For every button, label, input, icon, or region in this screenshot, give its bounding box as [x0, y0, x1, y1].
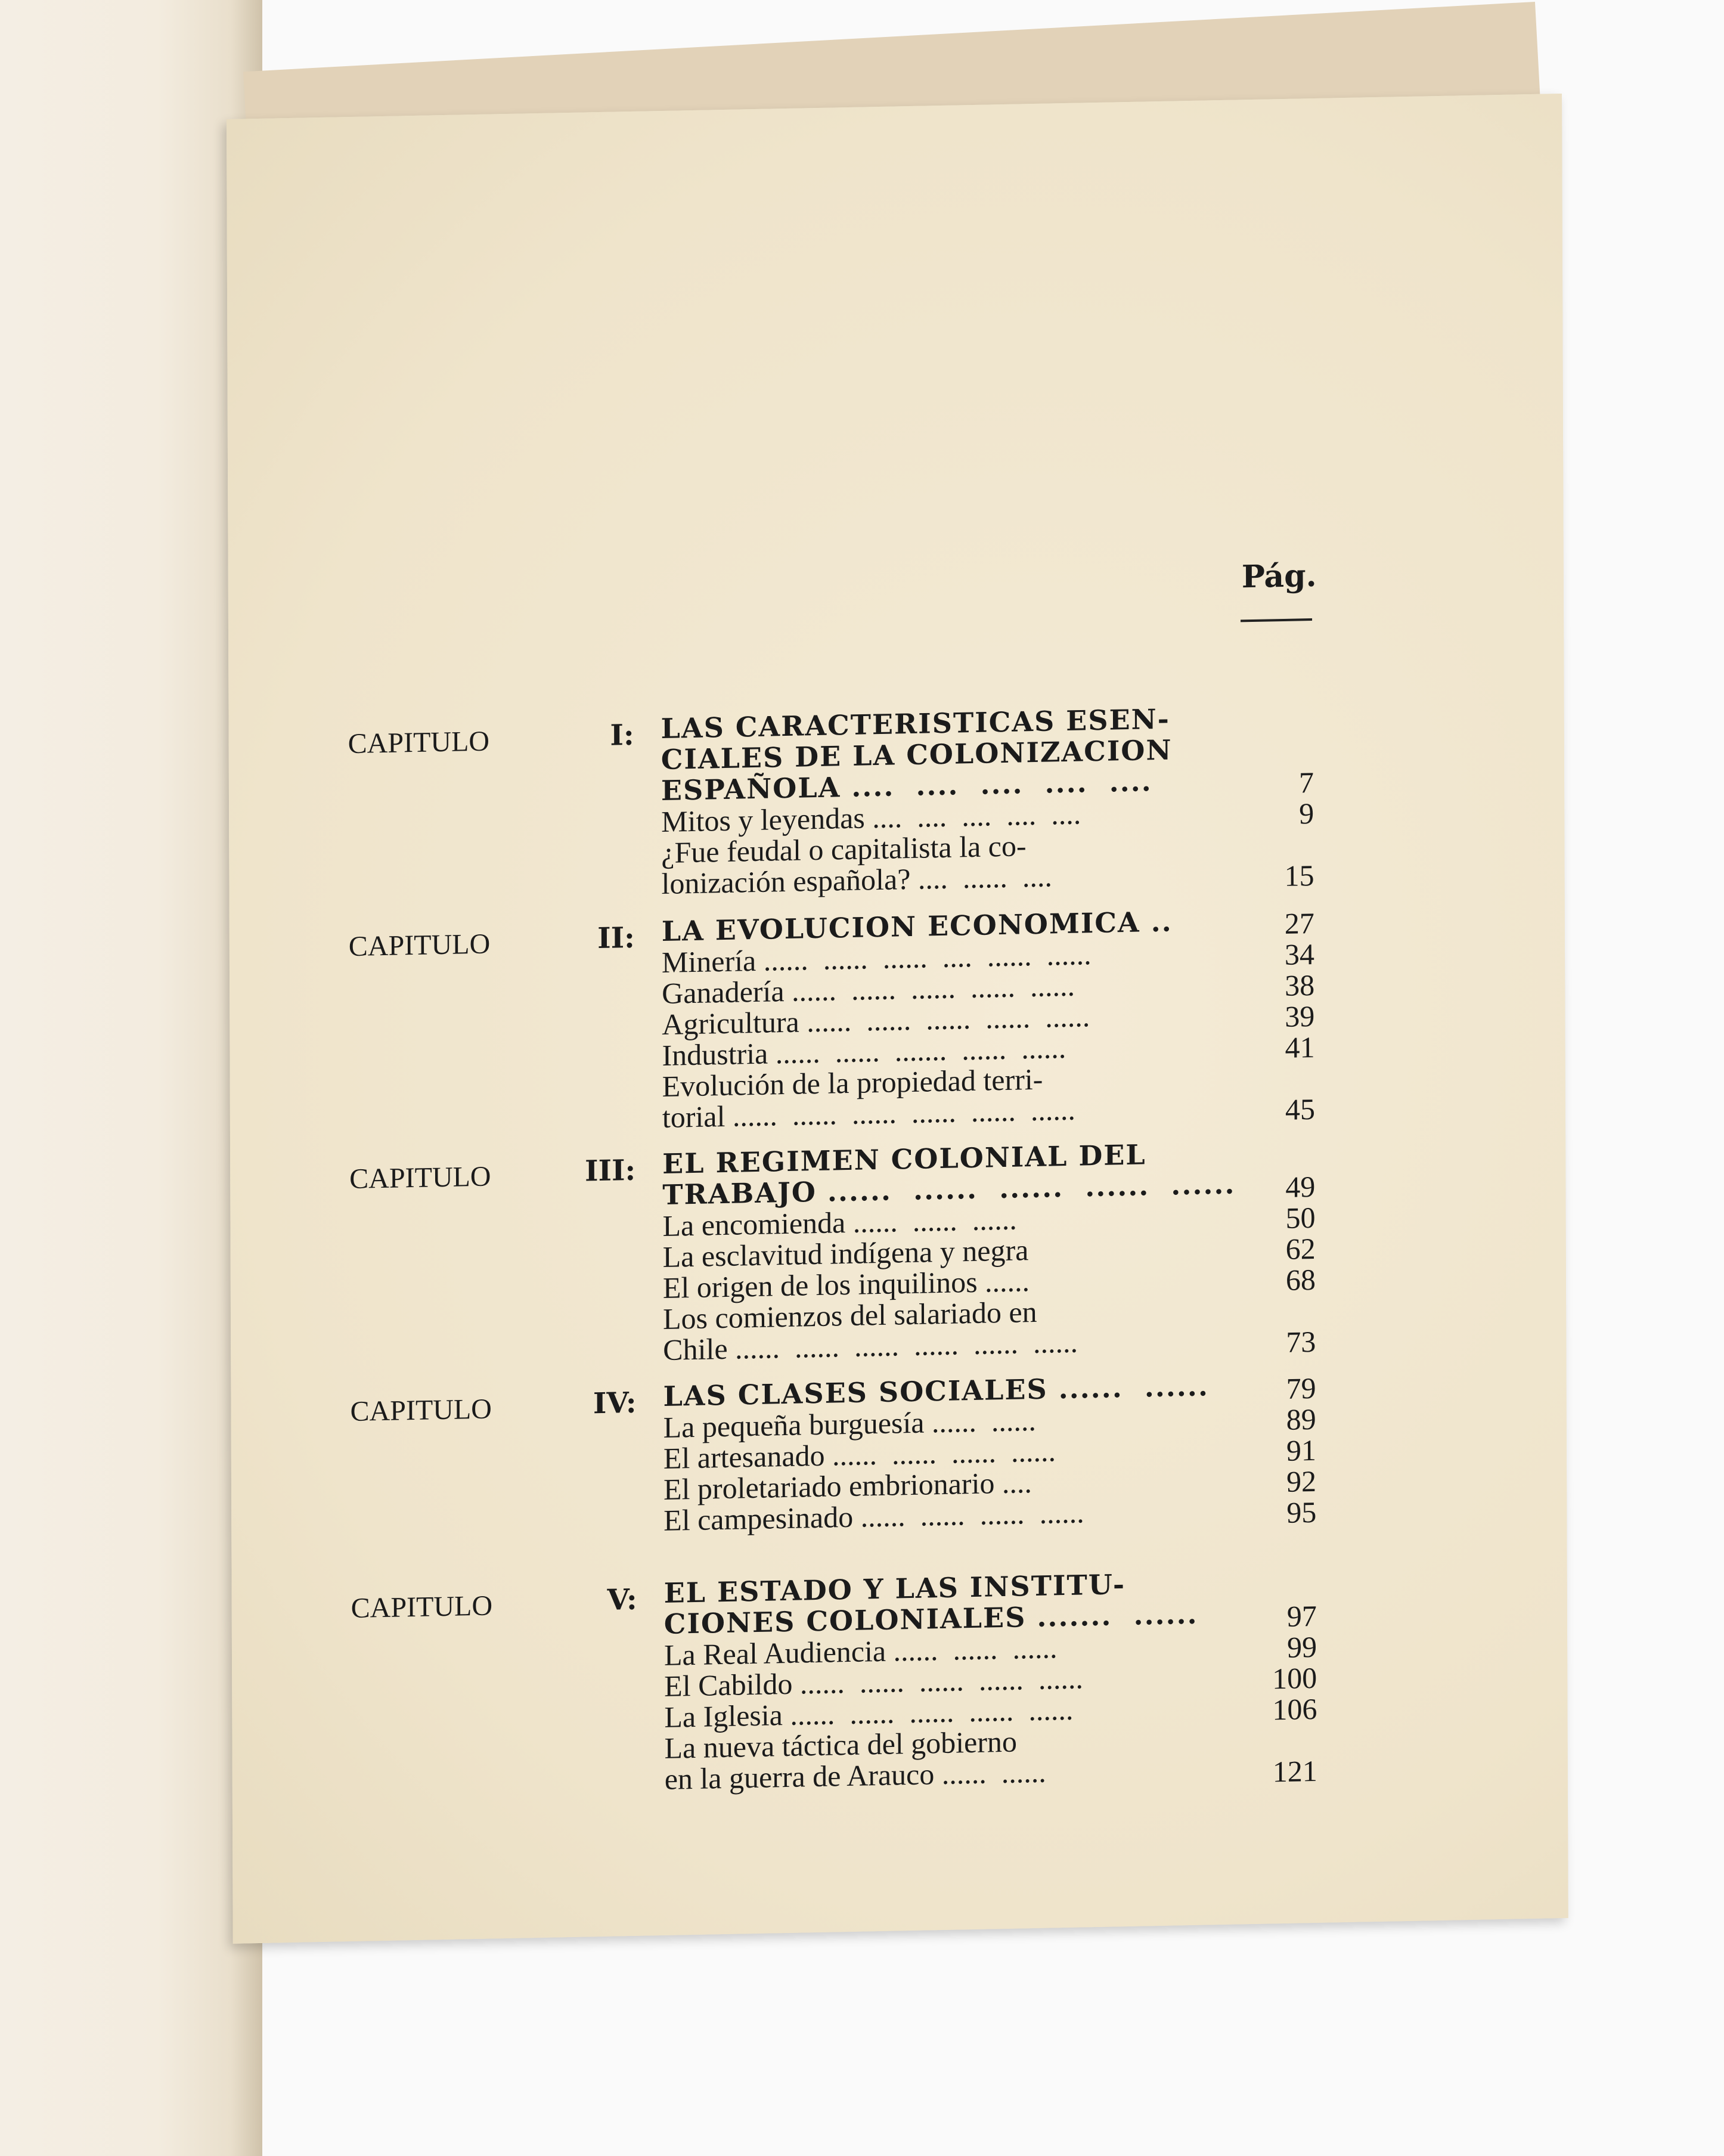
chapter-title-line: CIONES COLONIALES ....... ......: [663, 1597, 1198, 1640]
chapter-label: CAPITULO: [348, 928, 491, 963]
section-line: ¿Fue feudal o capitalista la co-: [661, 829, 1027, 870]
page-number: 38: [1285, 968, 1315, 1002]
chapter-title-line: EL REGIMEN COLONIAL DEL: [662, 1138, 1146, 1180]
page-number: 99: [1286, 1630, 1317, 1664]
chapter-title-line: EL ESTADO Y LAS INSTITU-: [663, 1568, 1126, 1609]
section-line: El origen de los inquilinos ......: [662, 1264, 1030, 1305]
chapter-label: CAPITULO: [350, 1393, 492, 1428]
section-line: Chile ...... ...... ...... ...... ...... ......: [663, 1325, 1078, 1367]
chapter-number: IV:: [593, 1386, 637, 1421]
section-line: Los comienzos del salariado en: [662, 1294, 1037, 1336]
chapter-label: CAPITULO: [349, 1160, 491, 1195]
page-number: 50: [1285, 1200, 1316, 1235]
chapter-number: III:: [585, 1153, 636, 1188]
page-number: 95: [1286, 1495, 1317, 1529]
page-number: 7: [1298, 765, 1314, 800]
chapter-title-line: LA EVOLUCION ECONOMICA ..: [661, 905, 1173, 947]
chapter-number: I:: [610, 718, 634, 752]
table-of-contents: [227, 94, 1568, 1944]
chapter-label: CAPITULO: [351, 1590, 493, 1625]
page-number: 121: [1272, 1754, 1317, 1789]
section-line: La Real Audiencia ...... ...... ......: [663, 1631, 1058, 1672]
section-line: Agricultura ...... ...... ...... ...... ......: [662, 999, 1090, 1041]
page-number: 100: [1272, 1661, 1317, 1696]
section-line: en la guerra de Arauco ...... ......: [664, 1755, 1046, 1796]
section-line: La esclavitud indígena y negra: [662, 1233, 1029, 1274]
chapter-title-line: TRABAJO ...... ...... ...... ...... ......: [662, 1167, 1236, 1211]
chapter-title-line: LAS CARACTERISTICAS ESEN-: [661, 702, 1170, 745]
page-number: 49: [1285, 1169, 1316, 1204]
page-number: 91: [1286, 1433, 1316, 1467]
section-line: Evolución de la propiedad terri-: [662, 1062, 1043, 1103]
chapter-title-line: CIALES DE LA COLONIZACION: [661, 733, 1173, 776]
page-number: 97: [1286, 1599, 1317, 1633]
page-number: 68: [1285, 1262, 1316, 1297]
page-column-header: Pág.: [1241, 557, 1317, 596]
section-line: lonización española? .... ...... ....: [661, 859, 1052, 900]
page-number: 73: [1286, 1324, 1316, 1359]
facing-page: [0, 0, 262, 2156]
page-number: 62: [1285, 1231, 1316, 1266]
chapter-title-line: LAS CLASES SOCIALES ...... ......: [663, 1370, 1210, 1412]
book-page: [227, 94, 1568, 1944]
section-line: Mitos y leyendas .... .... .... .... ....: [661, 797, 1081, 839]
page-number: 34: [1284, 937, 1315, 971]
section-line: El campesinado ...... ...... ...... ......: [663, 1495, 1084, 1537]
section-line: La nueva táctica del gobierno: [664, 1724, 1018, 1765]
page-number: 45: [1285, 1092, 1316, 1126]
header-rule: [1241, 618, 1312, 622]
page-number: 15: [1284, 858, 1314, 893]
chapter-number: V:: [607, 1582, 637, 1617]
section-line: torial ...... ...... ...... ...... ...... ......: [662, 1092, 1076, 1134]
section-line: Ganadería ...... ...... ...... ...... ......: [662, 968, 1075, 1010]
section-line: El proletariado embrionario ....: [663, 1466, 1032, 1506]
section-line: La Iglesia ...... ...... ...... ...... ......: [664, 1692, 1074, 1734]
section-line: El Cabildo ...... ...... ...... ...... ......: [664, 1661, 1084, 1703]
page-number: 9: [1299, 796, 1314, 831]
section-line: Industria ...... ...... ....... ...... ......: [662, 1030, 1066, 1072]
section-line: Minería ...... ...... ...... .... ...... ......: [661, 937, 1092, 979]
section-line: El artesanado ...... ...... ...... ......: [663, 1434, 1056, 1475]
section-line: La pequeña burguesía ...... ......: [663, 1403, 1037, 1444]
chapter-title-line: ESPAÑOLA .... .... .... .... ....: [661, 765, 1152, 807]
section-line: La encomienda ...... ...... ......: [662, 1202, 1017, 1243]
chapter-label: CAPITULO: [348, 725, 490, 760]
page-number: 106: [1272, 1692, 1317, 1727]
page-number: 41: [1285, 1030, 1315, 1064]
page-number: 39: [1285, 999, 1315, 1033]
page-number: 79: [1286, 1371, 1316, 1405]
page-number: 27: [1284, 906, 1314, 940]
chapter-number: II:: [597, 921, 635, 956]
page-number: 89: [1286, 1402, 1316, 1436]
page-number: 92: [1286, 1464, 1317, 1498]
